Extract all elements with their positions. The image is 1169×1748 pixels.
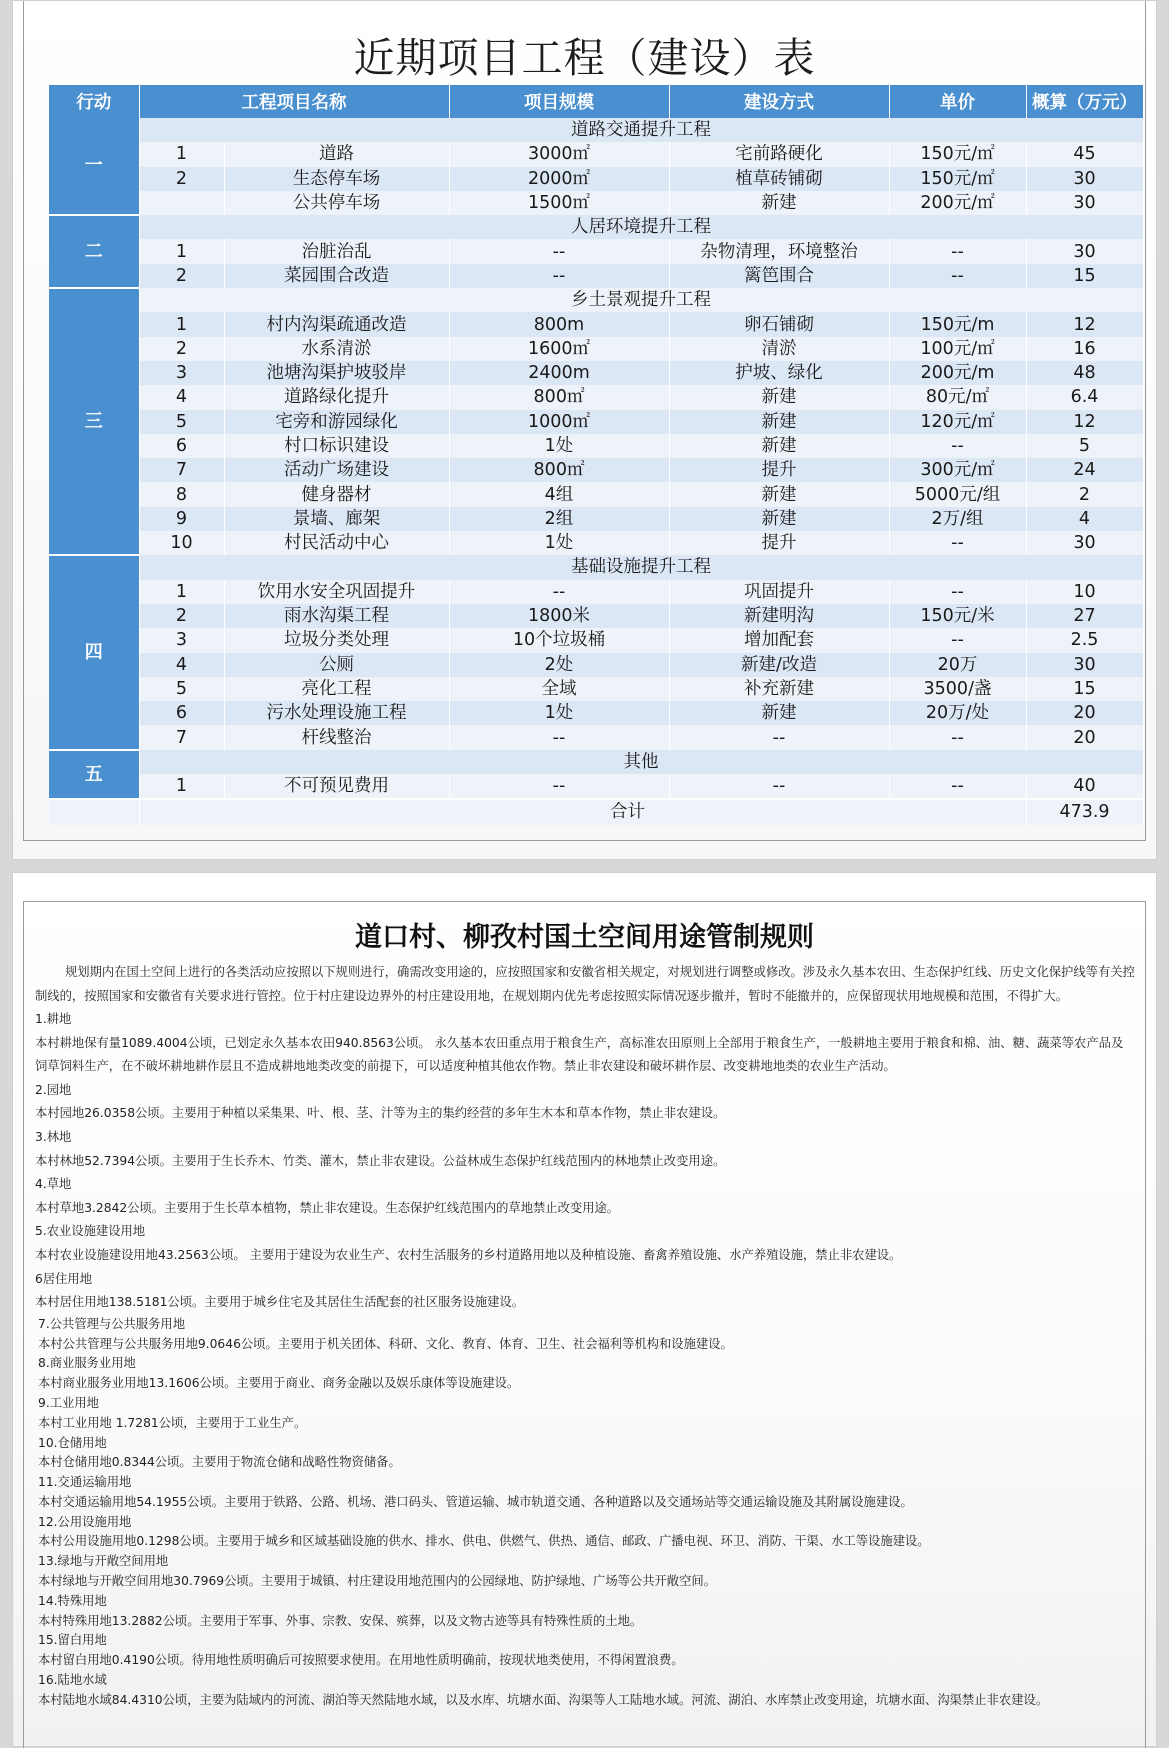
table-title: 近期项目工程（建设）表 bbox=[353, 34, 816, 82]
rule-heading: 10.仓储用地 bbox=[38, 1435, 107, 1450]
rule-heading: 2.园地 bbox=[35, 1082, 72, 1097]
cell-name: 景墙、廊架 bbox=[224, 507, 449, 531]
cell-method: -- bbox=[669, 725, 889, 749]
cell-no: 2 bbox=[139, 604, 224, 628]
cell-budget: 27 bbox=[1026, 604, 1143, 628]
cell-scale: 800㎡ bbox=[449, 385, 669, 409]
rule-heading: 7.公共管理与公共服务用地 bbox=[38, 1316, 185, 1331]
section-row bbox=[49, 288, 1143, 312]
cell-no: 4 bbox=[139, 385, 224, 409]
rules-text bbox=[35, 961, 1135, 1711]
rule-heading: 15.留白用地 bbox=[38, 1633, 107, 1648]
cell-budget: 2.5 bbox=[1026, 628, 1143, 652]
table-body bbox=[49, 118, 1143, 825]
rule-body: 本村陆地水域84.4310公顷，主要为陆域内的河流、湖泊等天然陆地水域，以及水库、坑塘水面、沟渠等人工陆地水域。河流、湖泊、水库禁止改变用途，坑塘水面、沟渠禁止非农建设。 bbox=[38, 1692, 1049, 1707]
header-cell: 建设方式 bbox=[669, 85, 889, 118]
cell-method: 新建 bbox=[669, 482, 889, 506]
cell-no: 2 bbox=[139, 264, 224, 288]
cell-name: 雨水沟渠工程 bbox=[224, 604, 449, 628]
cell-name: 道路绿化提升 bbox=[224, 385, 449, 409]
cell-method: 新建 bbox=[669, 434, 889, 458]
cell-method: 补充新建 bbox=[669, 677, 889, 701]
cell-scale: 2组 bbox=[449, 507, 669, 531]
section-row bbox=[49, 215, 1143, 239]
table-header-row bbox=[49, 85, 1143, 118]
cell-price: -- bbox=[889, 264, 1026, 288]
cell-scale: 1处 bbox=[449, 434, 669, 458]
cell-method: 提升 bbox=[669, 458, 889, 482]
cell-name: 亮化工程 bbox=[224, 677, 449, 701]
cell-scale: 800m bbox=[449, 312, 669, 336]
cell-scale: 全域 bbox=[449, 677, 669, 701]
cell-budget: 30 bbox=[1026, 191, 1143, 215]
rules-title: 道口村、柳孜村国土空间用途管制规则 bbox=[355, 922, 814, 953]
cell-price: -- bbox=[889, 580, 1026, 604]
cell-scale: -- bbox=[449, 725, 669, 749]
cell-method: 增加配套 bbox=[669, 628, 889, 652]
cell-method: 新建 bbox=[669, 385, 889, 409]
cell-scale: 1500㎡ bbox=[449, 191, 669, 215]
cell-scale: 1000㎡ bbox=[449, 410, 669, 434]
action-cell: 四 bbox=[49, 555, 139, 749]
cell-method: 清淤 bbox=[669, 337, 889, 361]
cell-price: 2万/组 bbox=[889, 507, 1026, 531]
cell-no: 3 bbox=[139, 628, 224, 652]
cell-price: 300元/㎡ bbox=[889, 458, 1026, 482]
cell-budget: 10 bbox=[1026, 580, 1143, 604]
cell-name: 菜园围合改造 bbox=[224, 264, 449, 288]
cell-no: 1 bbox=[139, 239, 224, 263]
cell-scale: 800㎡ bbox=[449, 458, 669, 482]
total-spacer bbox=[49, 799, 139, 824]
total-label: 合计 bbox=[139, 799, 1026, 824]
cell-price: -- bbox=[889, 628, 1026, 652]
cell-price: 200元/㎡ bbox=[889, 191, 1026, 215]
cell-name: 池塘沟渠护坡驳岸 bbox=[224, 361, 449, 385]
rule-body: 本村居住用地138.5181公顷。主要用于城乡住宅及其居住生活配套的社区服务设施建设。 bbox=[35, 1295, 525, 1310]
table-row bbox=[49, 239, 1143, 263]
project-table-panel bbox=[12, 0, 1157, 860]
total-row bbox=[49, 799, 1143, 824]
table-row bbox=[49, 385, 1143, 409]
rule-body: 本村公用设施用地0.1298公顷。主要用于城乡和区域基础设施的供水、排水、供电、供燃气、供热、通信、邮政、广播电视、环卫、消防、干渠、水工等设施建设。 bbox=[38, 1534, 930, 1549]
cell-no: 1 bbox=[139, 142, 224, 166]
cell-name: 村民活动中心 bbox=[224, 531, 449, 555]
header-cell: 行动 bbox=[49, 85, 139, 118]
rule-heading: 3.林地 bbox=[35, 1129, 72, 1144]
table-row bbox=[49, 725, 1143, 749]
cell-method: 宅前路硬化 bbox=[669, 142, 889, 166]
cell-no: 1 bbox=[139, 312, 224, 336]
cell-price: 3500/盏 bbox=[889, 677, 1026, 701]
table-row bbox=[49, 264, 1143, 288]
rule-heading: 11.交通运输用地 bbox=[38, 1475, 132, 1490]
rule-heading: 8.商业服务业用地 bbox=[38, 1356, 136, 1371]
cell-name: 村口标识建设 bbox=[224, 434, 449, 458]
table-row bbox=[49, 167, 1143, 191]
cell-method: -- bbox=[669, 774, 889, 799]
table-row bbox=[49, 191, 1143, 215]
header-cell: 项目规模 bbox=[449, 85, 669, 118]
cell-price: 150元/㎡ bbox=[889, 142, 1026, 166]
section-title: 乡土景观提升工程 bbox=[139, 288, 1143, 312]
cell-scale: -- bbox=[449, 774, 669, 799]
cell-price: -- bbox=[889, 239, 1026, 263]
rule-body: 本村绿地与开敞空间用地30.7969公顷。主要用于城镇、村庄建设用地范围内的公园绿地、防护绿地、广场等公共开敞空间。 bbox=[38, 1574, 716, 1589]
cell-method: 篱笆围合 bbox=[669, 264, 889, 288]
cell-method: 杂物清理，环境整治 bbox=[669, 239, 889, 263]
cell-no: 6 bbox=[139, 434, 224, 458]
rule-body: 本村工业用地 1.7281公顷，主要用于工业生产。 bbox=[38, 1415, 307, 1430]
cell-no: 3 bbox=[139, 361, 224, 385]
cell-budget: 40 bbox=[1026, 774, 1143, 799]
cell-no: 9 bbox=[139, 507, 224, 531]
rule-body: 本村仓储用地0.8344公顷。主要用于物流仓储和战略性物资储备。 bbox=[38, 1455, 401, 1470]
cell-scale: 10个垃圾桶 bbox=[449, 628, 669, 652]
rule-heading: 1.耕地 bbox=[35, 1012, 72, 1026]
cell-name: 饮用水安全巩固提升 bbox=[224, 580, 449, 604]
cell-budget: 24 bbox=[1026, 458, 1143, 482]
cell-no: 8 bbox=[139, 482, 224, 506]
rule-heading: 12.公用设施用地 bbox=[38, 1514, 132, 1529]
cell-price: 150元/m bbox=[889, 312, 1026, 336]
cell-no bbox=[139, 191, 224, 215]
cell-method: 新建 bbox=[669, 410, 889, 434]
header-cell: 工程项目名称 bbox=[139, 85, 449, 118]
cell-budget: 16 bbox=[1026, 337, 1143, 361]
cell-price: 80元/㎡ bbox=[889, 385, 1026, 409]
cell-budget: 5 bbox=[1026, 434, 1143, 458]
table-row bbox=[49, 507, 1143, 531]
table-row bbox=[49, 677, 1143, 701]
cell-name: 公共停车场 bbox=[224, 191, 449, 215]
cell-scale: 2处 bbox=[449, 653, 669, 677]
action-cell: 三 bbox=[49, 288, 139, 555]
rule-heading: 14.特殊用地 bbox=[38, 1593, 107, 1608]
project-table bbox=[49, 85, 1144, 825]
cell-name: 道路 bbox=[224, 142, 449, 166]
rule-body: 本村耕地保有量1089.4004公顷，已划定永久基本农田940.8563公顷。 永久基本农田重点用于粮食生产，高标准农田原则上全部用于粮食生产，一般耕地主要用于粮食和棉、油、糖、蔬菜等农产品及饲草饲料生产，在不破坏耕地耕作层且不造成耕地地类改变的前提下，可以适度种植其他农作物。禁止非农建设和破坏耕作层、改变耕地地类的农业生产活动。 bbox=[35, 1035, 1124, 1074]
cell-method: 巩固提升 bbox=[669, 580, 889, 604]
cell-price: -- bbox=[889, 531, 1026, 555]
cell-budget: 4 bbox=[1026, 507, 1143, 531]
rule-heading: 4.草地 bbox=[35, 1177, 72, 1192]
cell-method: 护坡、绿化 bbox=[669, 361, 889, 385]
cell-scale: -- bbox=[449, 264, 669, 288]
cell-method: 新建/改造 bbox=[669, 653, 889, 677]
rule-heading: 6居住用地 bbox=[35, 1271, 93, 1286]
table-row bbox=[49, 531, 1143, 555]
table-row bbox=[49, 337, 1143, 361]
cell-price: -- bbox=[889, 774, 1026, 799]
cell-budget: 30 bbox=[1026, 653, 1143, 677]
cell-scale: 3000㎡ bbox=[449, 142, 669, 166]
cell-scale: 1600㎡ bbox=[449, 337, 669, 361]
cell-budget: 45 bbox=[1026, 142, 1143, 166]
cell-name: 公厕 bbox=[224, 653, 449, 677]
section-row bbox=[49, 118, 1143, 142]
cell-name: 村内沟渠疏通改造 bbox=[224, 312, 449, 336]
rule-heading: 13.绿地与开敞空间用地 bbox=[38, 1554, 169, 1569]
cell-scale: 2000㎡ bbox=[449, 167, 669, 191]
section-row bbox=[49, 555, 1143, 579]
section-row bbox=[49, 750, 1143, 774]
cell-name: 污水处理设施工程 bbox=[224, 701, 449, 725]
cell-name: 杆线整治 bbox=[224, 725, 449, 749]
cell-budget: 20 bbox=[1026, 725, 1143, 749]
rule-body: 本村商业服务业用地13.1606公顷。主要用于商业、商务金融以及娱乐康体等设施建设。 bbox=[38, 1376, 520, 1391]
total-value: 473.9 bbox=[1026, 799, 1143, 824]
cell-budget: 15 bbox=[1026, 264, 1143, 288]
section-title: 其他 bbox=[139, 750, 1143, 774]
table-row bbox=[49, 774, 1143, 799]
table-row bbox=[49, 458, 1143, 482]
rule-heading: 9.工业用地 bbox=[38, 1395, 99, 1410]
table-row bbox=[49, 434, 1143, 458]
header-cell: 概算（万元） bbox=[1026, 85, 1143, 118]
rules-intro: 规划期内在国土空间上进行的各类活动应按照以下规则进行，确需改变用途的，应按照国家和安徽省相关规定，对规划进行调整或修改。涉及永久基本农田、生态保护红线、历史文化保护线等有关控制线的，按照国家和安徽省有关要求进行管控。位于村庄建设边界外的村庄建设用地，在规划期内优先考虑按照实际情况逐步撤并，暂时不能撤并的，应保留现状用地规模和范围，不得扩大。 bbox=[35, 965, 1135, 1003]
cell-no: 2 bbox=[139, 337, 224, 361]
table-row bbox=[49, 701, 1143, 725]
cell-scale: 4组 bbox=[449, 482, 669, 506]
cell-budget: 6.4 bbox=[1026, 385, 1143, 409]
cell-name: 健身器材 bbox=[224, 482, 449, 506]
cell-no: 1 bbox=[139, 580, 224, 604]
action-cell: 五 bbox=[49, 750, 139, 800]
rule-body: 本村林地52.7394公顷。主要用于生长乔木、竹类、灌木，禁止非农建设。公益林成生态保护红线范围内的林地禁止改变用途。 bbox=[35, 1153, 726, 1168]
table-row bbox=[49, 653, 1143, 677]
cell-method: 新建明沟 bbox=[669, 604, 889, 628]
section-title: 道路交通提升工程 bbox=[139, 118, 1143, 142]
cell-method: 新建 bbox=[669, 507, 889, 531]
rule-heading: 16.陆地水域 bbox=[38, 1673, 107, 1688]
cell-budget: 30 bbox=[1026, 531, 1143, 555]
action-cell: 二 bbox=[49, 215, 139, 288]
rule-body: 本村特殊用地13.2882公顷。主要用于军事、外事、宗教、安保、殡葬，以及文物古迹等具有特殊性质的土地。 bbox=[38, 1613, 643, 1628]
table-row bbox=[49, 142, 1143, 166]
cell-price: 100元/㎡ bbox=[889, 337, 1026, 361]
cell-no: 10 bbox=[139, 531, 224, 555]
cell-name: 治脏治乱 bbox=[224, 239, 449, 263]
rule-body: 本村园地26.0358公顷。主要用于种植以采集果、叶、根、茎、汁等为主的集约经营的多年生木本和草本作物，禁止非农建设。 bbox=[35, 1106, 726, 1121]
table-row bbox=[49, 361, 1143, 385]
rule-heading: 5.农业设施建设用地 bbox=[35, 1224, 146, 1239]
cell-budget: 12 bbox=[1026, 410, 1143, 434]
cell-method: 植草砖铺砌 bbox=[669, 167, 889, 191]
rule-body: 本村交通运输用地54.1955公顷。主要用于铁路、公路、机场、港口码头、管道运输、城市轨道交通、各种道路以及交通场站等交通运输设施及其附属设施建设。 bbox=[38, 1494, 913, 1509]
cell-no: 4 bbox=[139, 653, 224, 677]
cell-name: 生态停车场 bbox=[224, 167, 449, 191]
rule-body: 本村农业设施建设用地43.2563公顷。 主要用于建设为农业生产、农村生活服务的乡村道路用地以及种植设施、畜禽养殖设施、水产养殖设施，禁止非农建设。 bbox=[35, 1247, 902, 1262]
cell-price: 150元/米 bbox=[889, 604, 1026, 628]
cell-no: 1 bbox=[139, 774, 224, 799]
cell-price: 20万 bbox=[889, 653, 1026, 677]
cell-name: 水系清淤 bbox=[224, 337, 449, 361]
cell-budget: 20 bbox=[1026, 701, 1143, 725]
section-title: 基础设施提升工程 bbox=[139, 555, 1143, 579]
cell-scale: -- bbox=[449, 580, 669, 604]
cell-no: 5 bbox=[139, 677, 224, 701]
cell-price: 200元/m bbox=[889, 361, 1026, 385]
table-row bbox=[49, 410, 1143, 434]
cell-price: -- bbox=[889, 725, 1026, 749]
cell-method: 提升 bbox=[669, 531, 889, 555]
cell-scale: 1处 bbox=[449, 531, 669, 555]
cell-name: 不可预见费用 bbox=[224, 774, 449, 799]
cell-no: 5 bbox=[139, 410, 224, 434]
cell-method: 新建 bbox=[669, 701, 889, 725]
header-cell: 单价 bbox=[889, 85, 1026, 118]
rule-body: 本村草地3.2842公顷。主要用于生长草本植物，禁止非农建设。生态保护红线范围内的草地禁止改变用途。 bbox=[35, 1200, 620, 1215]
cell-budget: 12 bbox=[1026, 312, 1143, 336]
section-title: 人居环境提升工程 bbox=[139, 215, 1143, 239]
cell-scale: 1处 bbox=[449, 701, 669, 725]
cell-budget: 15 bbox=[1026, 677, 1143, 701]
cell-name: 宅旁和游园绿化 bbox=[224, 410, 449, 434]
cell-price: -- bbox=[889, 434, 1026, 458]
cell-budget: 48 bbox=[1026, 361, 1143, 385]
action-cell: 一 bbox=[49, 118, 139, 215]
cell-budget: 30 bbox=[1026, 239, 1143, 263]
cell-method: 卵石铺砌 bbox=[669, 312, 889, 336]
cell-price: 5000元/组 bbox=[889, 482, 1026, 506]
cell-price: 120元/㎡ bbox=[889, 410, 1026, 434]
cell-no: 6 bbox=[139, 701, 224, 725]
cell-name: 活动广场建设 bbox=[224, 458, 449, 482]
cell-no: 2 bbox=[139, 167, 224, 191]
cell-budget: 30 bbox=[1026, 167, 1143, 191]
table-row bbox=[49, 482, 1143, 506]
table-row bbox=[49, 604, 1143, 628]
cell-price: 20万/处 bbox=[889, 701, 1026, 725]
cell-name: 垃圾分类处理 bbox=[224, 628, 449, 652]
cell-scale: 1800米 bbox=[449, 604, 669, 628]
cell-method: 新建 bbox=[669, 191, 889, 215]
table-row bbox=[49, 628, 1143, 652]
cell-scale: 2400m bbox=[449, 361, 669, 385]
rules-panel bbox=[12, 872, 1157, 1747]
rule-body: 本村公共管理与公共服务用地9.0646公顷。主要用于机关团体、科研、文化、教育、体育、卫生、社会福利等机构和设施建设。 bbox=[38, 1336, 733, 1351]
cell-no: 7 bbox=[139, 458, 224, 482]
table-row bbox=[49, 580, 1143, 604]
cell-budget: 2 bbox=[1026, 482, 1143, 506]
table-row bbox=[49, 312, 1143, 336]
cell-price: 150元/㎡ bbox=[889, 167, 1026, 191]
cell-scale: -- bbox=[449, 239, 669, 263]
cell-no: 7 bbox=[139, 725, 224, 749]
rule-body: 本村留白用地0.4190公顷。待用地性质明确后可按照要求使用。在用地性质明确前，按现状地类使用，不得闲置浪费。 bbox=[38, 1653, 684, 1668]
rules-items bbox=[35, 1008, 1135, 1711]
